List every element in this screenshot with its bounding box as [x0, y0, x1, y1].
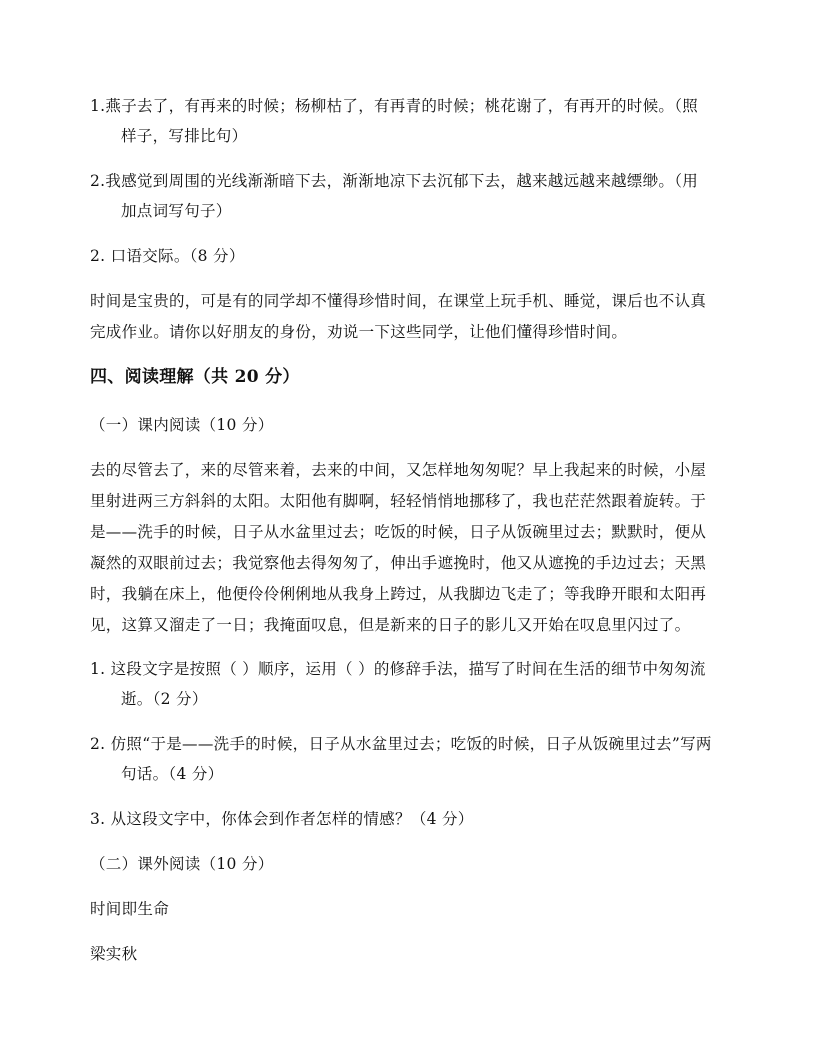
passage-line: 是——洗手的时候，日子从水盆里过去；吃饭的时候，日子从饭碗里过去；默默时，便从	[90, 523, 707, 541]
oral-prompt-line-2: 完成作业。请你以好朋友的身份，劝说一下这些同学，让他们懂得珍惜时间。	[90, 323, 628, 341]
passage-line: 时，我躺在床上，他便伶伶俐俐地从我身上跨过，从我脚边飞走了；等我睁开眼和太阳再	[90, 585, 707, 603]
passage-line: 凝然的双眼前过去；我觉察他去得匆匆了，伸出手遮挽时，他又从遮挽的手边过去；天黑	[90, 554, 707, 572]
exercise-1-line-2: 样子，写排比句）	[121, 127, 248, 145]
exercise-2-line-1: 2.我感觉到周围的光线渐渐暗下去，渐渐地凉下去沉郁下去，越来越远越来越缥缈。（用	[90, 172, 699, 190]
reading-question-2-line-1: 2. 仿照“于是——洗手的时候，日子从水盆里过去；吃饭的时候，日子从饭碗里过去”写两	[90, 735, 712, 753]
exercise-2-line-2: 加点词写句子）	[121, 202, 232, 220]
part1-title: （一）课内阅读（10 分）	[90, 416, 274, 434]
oral-communication-title: 2. 口语交际。（8 分）	[90, 247, 245, 265]
passage-line: 里射进两三方斜斜的太阳。太阳他有脚啊，轻轻悄悄地挪移了，我也茫茫然跟着旋转。于	[90, 492, 707, 510]
reading-question-1-line-1: 1. 这段文字是按照（ ）顺序，运用（ ）的修辞手法，描写了时间在生活的细节中匆匆流	[90, 660, 706, 678]
section-heading-reading: 四、阅读理解（共 20 分）	[90, 367, 300, 387]
reading-question-3: 3. 从这段文字中，你体会到作者怎样的情感？（4 分）	[90, 810, 474, 828]
article-title: 时间即生命	[90, 900, 170, 918]
part2-title: （二）课外阅读（10 分）	[90, 855, 274, 873]
passage-line: 见，这算又溜走了一日；我掩面叹息，但是新来的日子的影儿又开始在叹息里闪过了。	[90, 616, 691, 634]
exercise-1-line-1: 1.燕子去了，有再来的时候；杨柳枯了，有再青的时候；桃花谢了，有再开的时候。（照	[90, 97, 699, 115]
reading-question-2-line-2: 句话。（4 分）	[121, 765, 224, 783]
article-author: 梁实秋	[90, 945, 138, 963]
oral-prompt-line-1: 时间是宝贵的，可是有的同学却不懂得珍惜时间，在课堂上玩手机、睡觉，课后也不认真	[90, 292, 707, 310]
reading-question-1-line-2: 逝。（2 分）	[121, 690, 208, 708]
passage-line: 去的尽管去了，来的尽管来着，去来的中间，又怎样地匆匆呢？早上我起来的时候，小屋	[90, 461, 707, 479]
